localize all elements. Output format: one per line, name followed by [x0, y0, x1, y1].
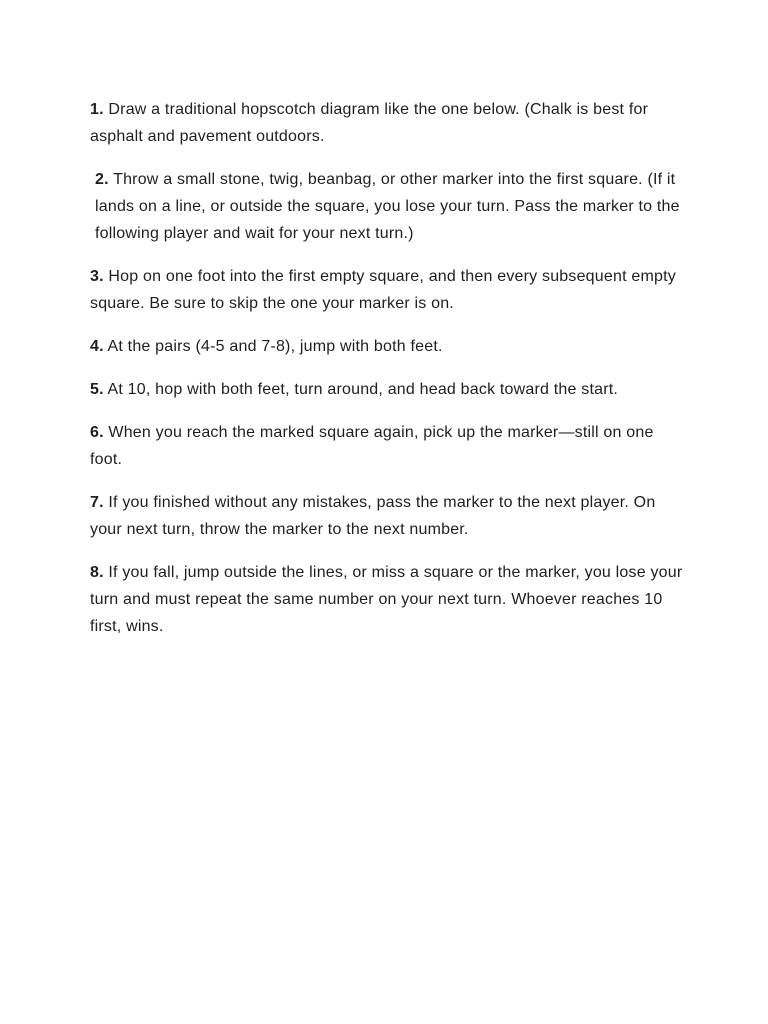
step-7	[90, 489, 690, 543]
step-4	[90, 333, 690, 360]
step-number: 5.	[90, 381, 104, 398]
step-text: If you finished without any mistakes, pass the marker to the next player. On your next turn, throw the marker to the next number.	[90, 494, 656, 538]
step-text: If you fall, jump outside the lines, or miss a square or the marker, you lose your turn and must repeat the same number on your next turn. Whoever reaches 10 first, wins.	[90, 564, 683, 635]
step-number: 2.	[95, 171, 109, 188]
step-text: When you reach the marked square again, pick up the marker—still on one foot.	[90, 424, 654, 468]
step-number: 8.	[90, 564, 104, 581]
step-5	[90, 376, 690, 403]
step-text: At the pairs (4-5 and 7-8), jump with both feet.	[107, 338, 443, 355]
step-8	[90, 559, 690, 640]
step-1	[90, 96, 690, 150]
step-number: 6.	[90, 424, 104, 441]
step-number: 1.	[90, 101, 104, 118]
step-text: Hop on one foot into the first empty square, and then every subsequent empty square. Be sure to skip the one your marker is on.	[90, 268, 676, 312]
step-3	[90, 263, 690, 317]
step-number: 4.	[90, 338, 104, 355]
step-text: At 10, hop with both feet, turn around, and head back toward the start.	[107, 381, 619, 398]
step-text: Throw a small stone, twig, beanbag, or other marker into the first square. (If it lands on a line, or outside the square, you lose your turn. Pass the marker to the following player and wait for your next turn.)	[95, 171, 680, 242]
step-text: Draw a traditional hopscotch diagram like the one below. (Chalk is best for asphalt and pavement outdoors.	[90, 101, 649, 145]
step-number: 3.	[90, 268, 104, 285]
step-2	[90, 166, 690, 247]
step-6	[90, 419, 690, 473]
step-number: 7.	[90, 494, 104, 511]
instructions-document	[90, 96, 690, 656]
